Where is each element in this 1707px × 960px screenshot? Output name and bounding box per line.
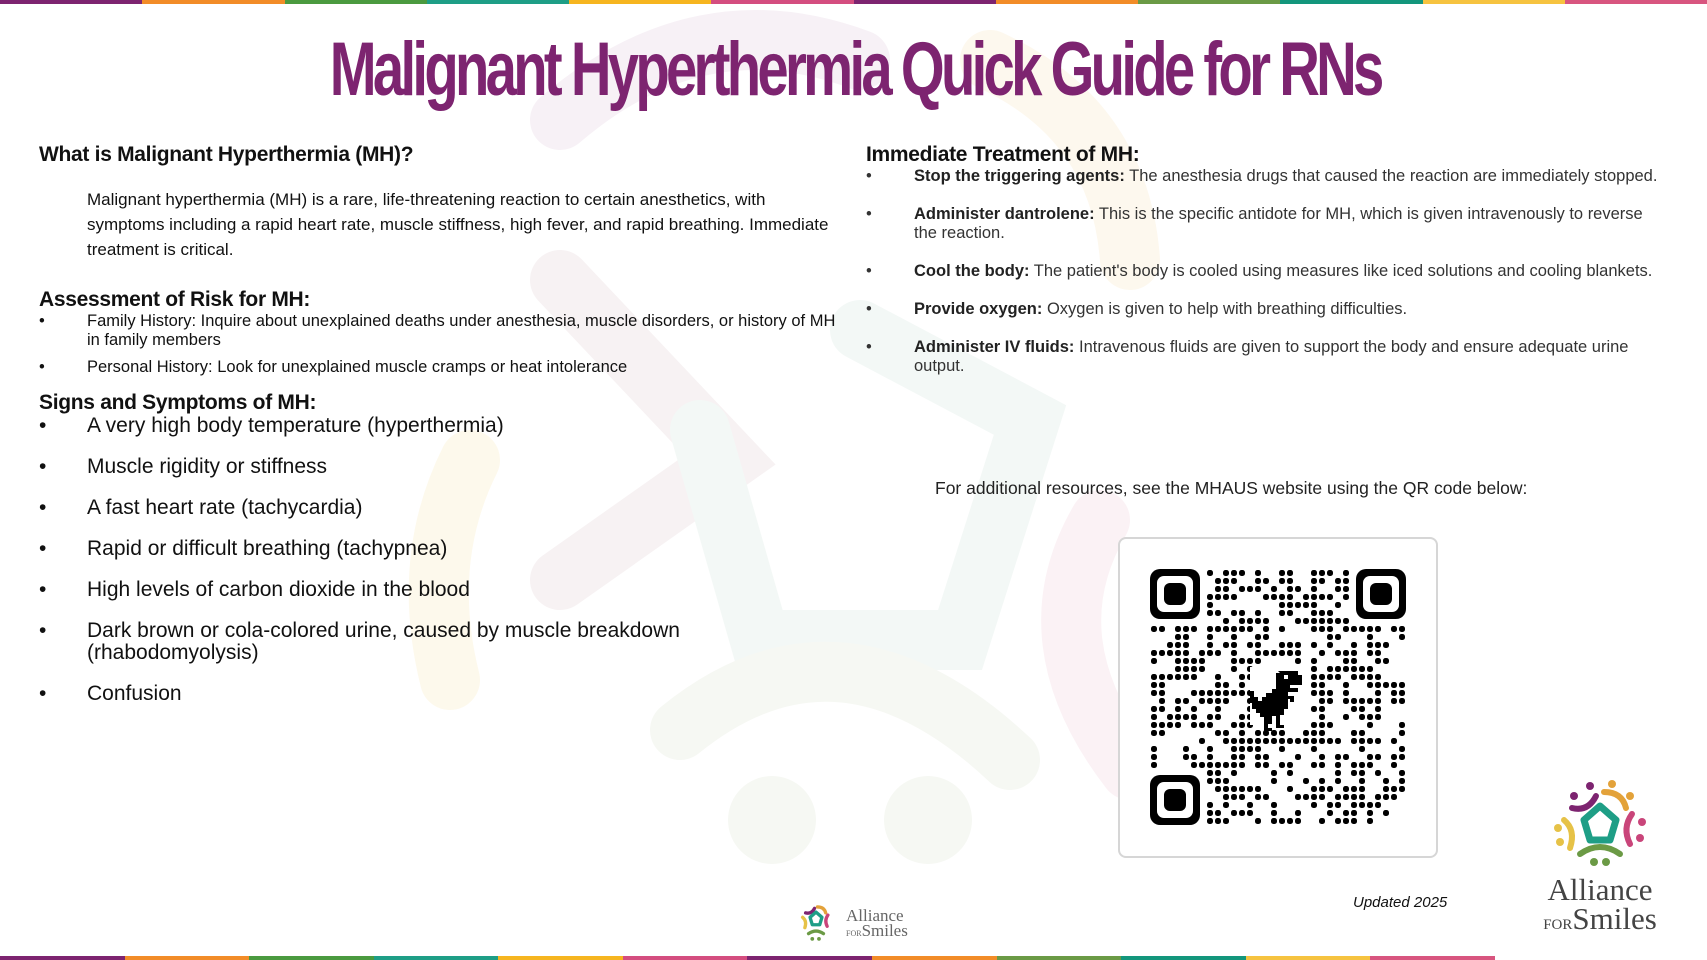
right-column [866, 143, 1666, 395]
treatment-label: Administer dantrolene: [914, 205, 1095, 223]
footer-logo-smiles-word: Smiles [861, 920, 908, 940]
stripe-segment [1565, 0, 1707, 4]
list-item [866, 338, 1666, 376]
bullet-icon: • [39, 619, 47, 642]
treatment-label: Stop the triggering agents: [914, 167, 1125, 185]
bullet-icon: • [866, 262, 872, 280]
footer-logo-for: FOR [846, 928, 862, 938]
footer-logo [790, 898, 908, 950]
logo-word-for-smiles [1530, 901, 1670, 939]
what-is-mh-section [39, 143, 839, 262]
stripe-segment [498, 956, 623, 960]
treatment-text: Intravenous fluids are given to support the body and ensure adequate urine output. [914, 338, 1629, 375]
bullet-icon: • [39, 358, 45, 376]
stripe-segment [747, 956, 872, 960]
list-item [39, 620, 707, 664]
treatment-text: The patient's body is cooled using measures like iced solutions and cooling blankets. [1029, 262, 1653, 280]
bullet-icon: • [866, 205, 872, 223]
list-item [39, 683, 839, 705]
list-item [866, 167, 1666, 186]
stripe-segment [623, 956, 748, 960]
qr-finder-top-right [1356, 569, 1406, 619]
treatment-label: Administer IV fluids: [914, 338, 1075, 356]
stripe-segment [285, 0, 427, 4]
list-item [39, 456, 839, 478]
list-item [39, 312, 839, 350]
stripe-segment [1423, 0, 1565, 4]
signs-symptoms-heading: Signs and Symptoms of MH: [39, 391, 317, 414]
list-item [39, 579, 839, 601]
risk-assessment-section [39, 288, 839, 377]
risk-assessment-heading: Assessment of Risk for MH: [39, 288, 311, 311]
bullet-icon: • [866, 300, 872, 318]
alliance-logo-icon [1530, 778, 1670, 866]
treatment-text: This is the specific antidote for MH, which is given intravenously to reverse the reaction. [914, 205, 1643, 242]
bullet-icon: • [39, 312, 45, 330]
list-item-text: Muscle rigidity or stiffness [87, 455, 328, 478]
treatment-text: The anesthesia drugs that caused the reaction are immediately stopped. [1124, 167, 1658, 185]
footer-logo-smiles [846, 920, 908, 941]
signs-list [39, 415, 839, 705]
list-item [866, 300, 1666, 319]
bullet-icon: • [39, 537, 47, 560]
stripe-segment [996, 0, 1138, 4]
list-item-text: High levels of carbon dioxide in the blood [87, 578, 470, 601]
stripe-segment [249, 956, 374, 960]
list-item [39, 415, 839, 437]
list-item-text: Family History: Inquire about unexplained deaths under anesthesia, muscle disorders, or history of MH in family members [87, 312, 836, 349]
bottom-color-stripe [0, 956, 1495, 960]
dinosaur-icon [1250, 667, 1308, 731]
list-item-text: A very high body temperature (hyperthermia) [87, 414, 504, 437]
footer-logo-text [846, 905, 908, 941]
list-item [866, 205, 1666, 243]
treatment-text: Oxygen is given to help with breathing difficulties. [1042, 300, 1408, 318]
stripe-segment [427, 0, 569, 4]
list-item [866, 262, 1666, 281]
qr-finder-bottom-left [1150, 775, 1200, 825]
updated-date: Updated 2025 [1353, 894, 1448, 911]
stripe-segment [142, 0, 284, 4]
treatment-heading: Immediate Treatment of MH: [866, 143, 1140, 166]
bullet-icon: • [39, 682, 47, 705]
stripe-segment [0, 956, 125, 960]
bullet-icon: • [39, 455, 47, 478]
stripe-segment [1280, 0, 1422, 4]
treatment-label: Cool the body: [914, 262, 1030, 280]
list-item-text: Rapid or difficult breathing (tachypnea) [87, 537, 448, 560]
bullet-icon: • [39, 414, 47, 437]
stripe-segment [374, 956, 499, 960]
bullet-icon: • [866, 338, 872, 356]
logo-word-for: FOR [1543, 917, 1573, 933]
alliance-for-smiles-logo [1530, 778, 1670, 939]
stripe-segment [854, 0, 996, 4]
list-item-text: Confusion [87, 682, 182, 705]
stripe-segment [997, 956, 1122, 960]
list-item [39, 497, 839, 519]
signs-symptoms-section [39, 391, 839, 705]
logo-word-alliance: Alliance [1547, 872, 1653, 907]
bullet-icon: • [866, 167, 872, 185]
list-item-text: Dark brown or cola-colored urine, caused by muscle breakdown (rhabodomyolysis) [87, 619, 680, 664]
logo-word-smiles: Smiles [1572, 901, 1657, 936]
footer-logo-icon [790, 898, 842, 950]
stripe-segment [872, 956, 997, 960]
qr-code-icon[interactable] [1150, 569, 1406, 825]
stripe-segment [1138, 0, 1280, 4]
list-item-text: Personal History: Look for unexplained muscle cramps or heat intolerance [87, 358, 628, 376]
treatment-list [866, 167, 1666, 376]
list-item [39, 538, 839, 560]
top-color-stripe [0, 0, 1707, 4]
page-title: Malignant Hyperthermia Quick Guide for RNs [329, 27, 1381, 112]
risk-list [39, 312, 839, 377]
stripe-segment [711, 0, 853, 4]
what-is-mh-body: Malignant hyperthermia (MH) is a rare, life-threatening reaction to certain anesthetics, with symptoms including a rapid heart rate, muscle stiffness, high fever, and rapid breathing. Immediate treatment is critical. [87, 190, 829, 259]
stripe-segment [1246, 956, 1371, 960]
bullet-icon: • [39, 578, 47, 601]
qr-finder-top-left [1150, 569, 1200, 619]
stripe-segment [1121, 956, 1246, 960]
resources-text: For additional resources, see the MHAUS website using the QR code below: [935, 478, 1528, 498]
list-item [39, 358, 839, 377]
left-column [39, 143, 839, 724]
footer-logo-alliance: Alliance [846, 905, 904, 925]
treatment-label: Provide oxygen: [914, 300, 1043, 318]
stripe-segment [125, 956, 250, 960]
qr-code-card[interactable] [1118, 537, 1438, 858]
what-is-mh-heading: What is Malignant Hyperthermia (MH)? [39, 143, 414, 166]
stripe-segment [1370, 956, 1495, 960]
bullet-icon: • [39, 496, 47, 519]
stripe-segment [0, 0, 142, 4]
stripe-segment [569, 0, 711, 4]
list-item-text: A fast heart rate (tachycardia) [87, 496, 363, 519]
